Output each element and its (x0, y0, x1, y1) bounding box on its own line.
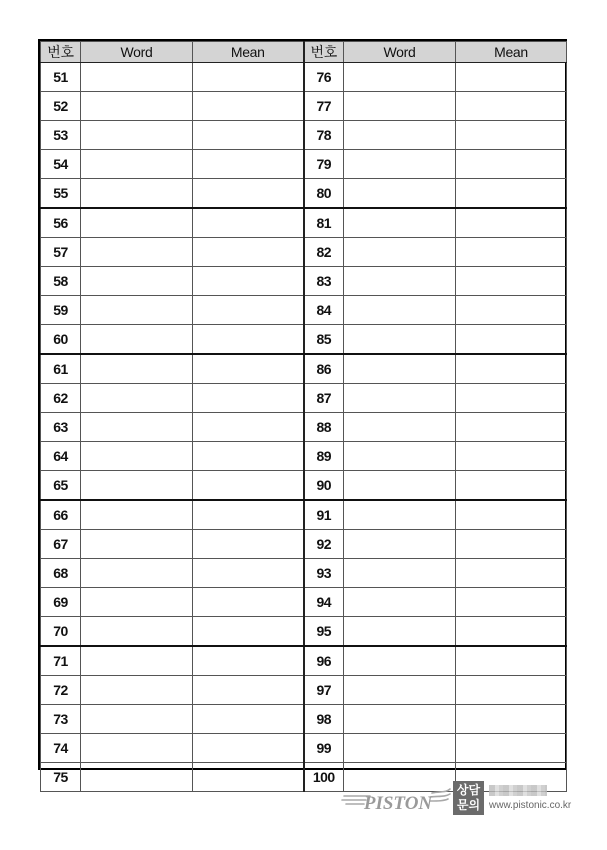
word-cell-right[interactable] (344, 267, 456, 296)
word-cell-left[interactable] (81, 413, 193, 442)
word-cell-left[interactable] (81, 442, 193, 471)
number-cell-right: 91 (304, 500, 344, 530)
word-cell-left[interactable] (81, 238, 193, 267)
word-cell-right[interactable] (344, 384, 456, 413)
header-word-left: Word (81, 42, 193, 63)
word-cell-left[interactable] (81, 471, 193, 501)
word-cell-right[interactable] (344, 296, 456, 325)
mean-cell-left[interactable] (193, 121, 304, 150)
number-cell-right: 92 (304, 530, 344, 559)
table-row (41, 559, 567, 588)
piston-logo (340, 787, 452, 815)
number-cell-right: 98 (304, 705, 344, 734)
word-cell-right[interactable] (344, 617, 456, 647)
blurred-phone-number (489, 785, 547, 796)
table-row (41, 354, 567, 384)
mean-cell-left[interactable] (193, 63, 304, 92)
word-cell-left[interactable] (81, 267, 193, 296)
mean-cell-left[interactable] (193, 150, 304, 179)
mean-cell-right[interactable] (456, 646, 567, 676)
mean-cell-left[interactable] (193, 705, 304, 734)
number-cell-right: 83 (304, 267, 344, 296)
table-row (41, 384, 567, 413)
number-cell-right: 79 (304, 150, 344, 179)
table-row (41, 296, 567, 325)
consult-label-line1: 상담 (456, 783, 481, 797)
number-cell-left: 72 (41, 676, 81, 705)
mean-cell-left[interactable] (193, 179, 304, 209)
number-cell-left: 64 (41, 442, 81, 471)
word-cell-left[interactable] (81, 559, 193, 588)
number-cell-left: 75 (41, 763, 81, 792)
header-number-right: 번호 (304, 42, 344, 63)
number-cell-left: 74 (41, 734, 81, 763)
number-cell-right: 78 (304, 121, 344, 150)
number-cell-left: 70 (41, 617, 81, 647)
mean-cell-left[interactable] (193, 413, 304, 442)
header-number-left: 번호 (41, 42, 81, 63)
number-cell-left: 67 (41, 530, 81, 559)
word-cell-right[interactable] (344, 530, 456, 559)
mean-cell-left[interactable] (193, 559, 304, 588)
word-cell-right[interactable] (344, 325, 456, 355)
mean-cell-left[interactable] (193, 384, 304, 413)
mean-cell-right[interactable] (456, 559, 567, 588)
number-cell-right: 94 (304, 588, 344, 617)
word-cell-left[interactable] (81, 530, 193, 559)
table-row (41, 471, 567, 501)
word-cell-left[interactable] (81, 763, 193, 792)
logo-text: PISTON (363, 793, 433, 814)
word-cell-left[interactable] (81, 296, 193, 325)
mean-cell-right[interactable] (456, 354, 567, 384)
vocabulary-sheet (38, 39, 567, 785)
word-cell-right[interactable] (344, 676, 456, 705)
mean-cell-right[interactable] (456, 413, 567, 442)
table-row (41, 413, 567, 442)
mean-cell-right[interactable] (456, 179, 567, 209)
number-cell-right: 93 (304, 559, 344, 588)
mean-cell-right[interactable] (456, 471, 567, 501)
number-cell-left: 71 (41, 646, 81, 676)
number-cell-left: 53 (41, 121, 81, 150)
mean-cell-right[interactable] (456, 150, 567, 179)
word-cell-right[interactable] (344, 179, 456, 209)
word-cell-left[interactable] (81, 325, 193, 355)
mean-cell-right[interactable] (456, 325, 567, 355)
mean-cell-right[interactable] (456, 384, 567, 413)
number-cell-right: 80 (304, 179, 344, 209)
mean-cell-right[interactable] (456, 208, 567, 238)
header-mean-right: Mean (456, 42, 567, 63)
word-cell-left[interactable] (81, 354, 193, 384)
number-cell-right: 90 (304, 471, 344, 501)
header-word-right: Word (344, 42, 456, 63)
word-cell-right[interactable] (344, 734, 456, 763)
mean-cell-left[interactable] (193, 530, 304, 559)
number-cell-left: 51 (41, 63, 81, 92)
word-cell-right[interactable] (344, 588, 456, 617)
mean-cell-right[interactable] (456, 267, 567, 296)
number-cell-left: 54 (41, 150, 81, 179)
mean-cell-right[interactable] (456, 92, 567, 121)
word-cell-left[interactable] (81, 121, 193, 150)
word-cell-right[interactable] (344, 354, 456, 384)
number-cell-left: 55 (41, 179, 81, 209)
number-cell-left: 60 (41, 325, 81, 355)
mean-cell-left[interactable] (193, 471, 304, 501)
number-cell-right: 96 (304, 646, 344, 676)
number-cell-right: 76 (304, 63, 344, 92)
mean-cell-left[interactable] (193, 500, 304, 530)
number-cell-left: 68 (41, 559, 81, 588)
word-cell-left[interactable] (81, 384, 193, 413)
number-cell-left: 52 (41, 92, 81, 121)
number-cell-right: 88 (304, 413, 344, 442)
number-cell-left: 69 (41, 588, 81, 617)
word-cell-left[interactable] (81, 705, 193, 734)
table-row (41, 676, 567, 705)
word-cell-left[interactable] (81, 617, 193, 647)
word-cell-left[interactable] (81, 588, 193, 617)
table-row (41, 442, 567, 471)
table-row (41, 588, 567, 617)
word-cell-right[interactable] (344, 705, 456, 734)
mean-cell-right[interactable] (456, 238, 567, 267)
word-cell-right[interactable] (344, 208, 456, 238)
word-cell-right[interactable] (344, 646, 456, 676)
number-cell-right: 99 (304, 734, 344, 763)
number-cell-right: 97 (304, 676, 344, 705)
table-row (41, 121, 567, 150)
word-cell-right[interactable] (344, 150, 456, 179)
number-cell-right: 87 (304, 384, 344, 413)
mean-cell-left[interactable] (193, 296, 304, 325)
word-cell-right[interactable] (344, 413, 456, 442)
mean-cell-left[interactable] (193, 763, 304, 792)
number-cell-right: 89 (304, 442, 344, 471)
mean-cell-left[interactable] (193, 588, 304, 617)
number-cell-left: 56 (41, 208, 81, 238)
mean-cell-left[interactable] (193, 92, 304, 121)
number-cell-left: 59 (41, 296, 81, 325)
mean-cell-right[interactable] (456, 296, 567, 325)
table-row (41, 646, 567, 676)
table-header-row (41, 42, 567, 63)
word-cell-left[interactable] (81, 646, 193, 676)
mean-cell-right[interactable] (456, 705, 567, 734)
mean-cell-right[interactable] (456, 588, 567, 617)
consult-label-line2: 문의 (456, 798, 481, 812)
mean-cell-left[interactable] (193, 238, 304, 267)
number-cell-left: 63 (41, 413, 81, 442)
word-cell-left[interactable] (81, 92, 193, 121)
header-mean-left: Mean (193, 42, 304, 63)
word-cell-right[interactable] (344, 63, 456, 92)
mean-cell-right[interactable] (456, 121, 567, 150)
number-cell-left: 66 (41, 500, 81, 530)
word-cell-right[interactable] (344, 559, 456, 588)
number-cell-right: 77 (304, 92, 344, 121)
mean-cell-left[interactable] (193, 208, 304, 238)
word-cell-right[interactable] (344, 500, 456, 530)
table-row (41, 208, 567, 238)
word-cell-right[interactable] (344, 442, 456, 471)
word-cell-right[interactable] (344, 238, 456, 267)
word-cell-right[interactable] (344, 92, 456, 121)
word-cell-right[interactable] (344, 471, 456, 501)
mean-cell-right[interactable] (456, 442, 567, 471)
mean-cell-right[interactable] (456, 676, 567, 705)
table-row (41, 500, 567, 530)
number-cell-left: 73 (41, 705, 81, 734)
table-row (41, 150, 567, 179)
table-row (41, 325, 567, 355)
mean-cell-left[interactable] (193, 325, 304, 355)
number-cell-left: 58 (41, 267, 81, 296)
word-cell-left[interactable] (81, 63, 193, 92)
table-row (41, 63, 567, 92)
vocabulary-table (40, 41, 567, 792)
number-cell-right: 100 (304, 763, 344, 792)
word-cell-left[interactable] (81, 179, 193, 209)
table-row (41, 617, 567, 647)
mean-cell-left[interactable] (193, 676, 304, 705)
word-cell-left[interactable] (81, 500, 193, 530)
number-cell-right: 84 (304, 296, 344, 325)
number-cell-right: 86 (304, 354, 344, 384)
mean-cell-left[interactable] (193, 734, 304, 763)
consult-badge (453, 781, 484, 815)
table-row (41, 734, 567, 763)
table-row (41, 238, 567, 267)
mean-cell-left[interactable] (193, 617, 304, 647)
number-cell-left: 62 (41, 384, 81, 413)
number-cell-left: 57 (41, 238, 81, 267)
table-row (41, 530, 567, 559)
mean-cell-right[interactable] (456, 500, 567, 530)
footer (340, 781, 575, 817)
table-row (41, 92, 567, 121)
table-row (41, 179, 567, 209)
website-link[interactable]: www.pistonic.co.kr (489, 800, 572, 811)
word-cell-left[interactable] (81, 208, 193, 238)
mean-cell-right[interactable] (456, 617, 567, 647)
table-row (41, 267, 567, 296)
word-cell-left[interactable] (81, 676, 193, 705)
number-cell-right: 81 (304, 208, 344, 238)
number-cell-right: 95 (304, 617, 344, 647)
table-row (41, 705, 567, 734)
mean-cell-left[interactable] (193, 354, 304, 384)
number-cell-right: 85 (304, 325, 344, 355)
mean-cell-right[interactable] (456, 530, 567, 559)
number-cell-left: 65 (41, 471, 81, 501)
mean-cell-right[interactable] (456, 734, 567, 763)
mean-cell-left[interactable] (193, 646, 304, 676)
number-cell-right: 82 (304, 238, 344, 267)
mean-cell-left[interactable] (193, 267, 304, 296)
word-cell-left[interactable] (81, 150, 193, 179)
mean-cell-right[interactable] (456, 63, 567, 92)
word-cell-left[interactable] (81, 734, 193, 763)
word-cell-right[interactable] (344, 121, 456, 150)
mean-cell-left[interactable] (193, 442, 304, 471)
number-cell-left: 61 (41, 354, 81, 384)
